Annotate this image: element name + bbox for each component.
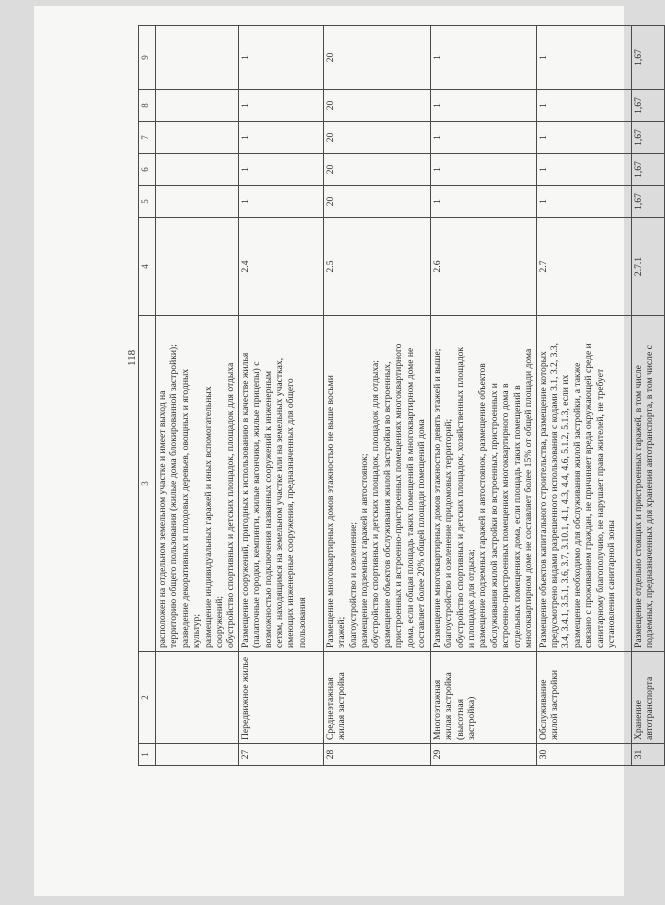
value-cell: 1 [430,90,536,122]
use-description: Размещение многоквартирных домов этажностью девять этажей и выше; благоустройство и озеленение придомовых территорий; обустройство спортивных и детских площадок, хозяйственных площадок и площадок для отдыха; размещение подземных гаражей и автостоянок, размещение объектов обслуживания жилой застройки во встроенных, пристроенных и встроенно-пристроенных помещениях многоквартирного дома в отдельных помещениях дома, если площадь таких помещений в многоквартирном доме не составляет более 15% от общей площади дома [430,316,536,652]
land-use-table [138,25,665,766]
value-cell: 1 [238,122,323,154]
use-name: Среднеэтажная жилая застройка [323,652,430,744]
value-cell: 1 [430,26,536,90]
use-name: Хранение автотранспорта [631,652,664,744]
value-cell: 1 [536,186,631,218]
value-cell [156,186,239,218]
use-code: 2.5 [323,218,430,316]
value-cell [156,26,239,90]
use-name: Обслуживание жилой застройки [536,652,631,744]
table-row [536,26,631,766]
use-name [156,652,239,744]
rotated-table-wrapper [138,26,656,766]
value-cell [156,90,239,122]
use-code: 2.6 [430,218,536,316]
value-cell [156,154,239,186]
row-number: 28 [323,744,430,766]
row-number: 27 [238,744,323,766]
row-number [156,744,239,766]
value-cell: 1 [430,122,536,154]
page-number: 118 [126,349,138,366]
value-cell: 1 [238,154,323,186]
value-cell: 1 [536,26,631,90]
value-cell: 20 [323,122,430,154]
value-cell: 1 [238,186,323,218]
row-number: 31 [631,744,664,766]
value-cell [156,122,239,154]
header-cell: 8 [139,90,156,122]
header-cell: 7 [139,122,156,154]
use-code: 2.7.1 [631,218,664,316]
table-row [156,26,239,766]
row-number: 29 [430,744,536,766]
table-row [323,26,430,766]
header-cell: 6 [139,154,156,186]
value-cell: 20 [323,90,430,122]
value-cell: 1 [238,26,323,90]
value-cell: 1 [536,122,631,154]
header-cell: 1 [139,744,156,766]
table-row [631,26,664,766]
value-cell: 20 [323,154,430,186]
value-cell: 1 [430,154,536,186]
table-row [238,26,323,766]
use-name: Передвижное жилье [238,652,323,744]
use-name: Многоэтажная жилая застройка (высотная застройка) [430,652,536,744]
value-cell: 1,67 [631,154,664,186]
value-cell: 1 [238,90,323,122]
value-cell: 1 [430,186,536,218]
use-description: Размещение отдельно стоящих и пристроенных гаражей, в том числе подземных, предназначенных для хранения автотранспорта, в том числе с [631,316,664,652]
header-cell: 4 [139,218,156,316]
value-cell: 1,67 [631,90,664,122]
value-cell: 1,67 [631,186,664,218]
use-description: Размещение сооружений, пригодных к использованию в качестве жилья (палаточные городки, кемпинги, жилые вагончики, жилые прицепы) с возможностью подключения названных сооружений к инженерным сетям, находящимся на земельном участке или на земельных участках, имеющих инженерные сооружения, предназначенных для общего пользования [238,316,323,652]
use-description: Размещение объектов капитального строительства, размещение которых предусмотрено видами разрешенного использования с кодами 3.1, 3.2, 3.3, 3.4, 3.4.1, 3.5.1, 3.6, 3.7, 3.10.1, 4.1, 4.3, 4.4, 4.6, 5.1.2, 5.1.3, если их размещение необходимо для обслуживания жилой застройки, а также связано с проживанием граждан, не причиняет вреда окружающей среде и санитарному благополучию, не нарушает права жителей, не требует установления санитарной зоны [536,316,631,652]
row-number: 30 [536,744,631,766]
use-code: 2.7 [536,218,631,316]
header-cell: 5 [139,186,156,218]
value-cell: 1,67 [631,26,664,90]
use-code: 2.4 [238,218,323,316]
use-description: Размещение многоквартирных домов этажностью не выше восьми этажей; благоустройство и озеленение; размещение подземных гаражей и автостоянок; обустройство спортивных и детских площадок, площадок для отдыха; размещение объектов обслуживания жилой застройки во встроенных, пристроенных и встроенно-пристроенных помещениях многоквартирного дома, если общая площадь таких помещений в многоквартирном доме не составляет более 20% общей площади помещений дома [323,316,430,652]
header-cell: 9 [139,26,156,90]
header-cell: 3 [139,316,156,652]
value-cell: 1 [536,154,631,186]
header-cell: 2 [139,652,156,744]
value-cell: 20 [323,186,430,218]
value-cell: 1 [536,90,631,122]
use-code [156,218,239,316]
use-description: расположен на отдельном земельном участке и имеет выход на территорию общего пользования (жилые дома блокированной застройки); разведение декоративных и плодовых деревьев, овощных и ягодных культур; размещение индивидуальных гаражей и иных вспомогательных сооружений; обустройство спортивных и детских площадок, площадок для отдыха [156,316,239,652]
value-cell: 1,67 [631,122,664,154]
document-page [34,6,655,896]
table-row [430,26,536,766]
value-cell: 20 [323,26,430,90]
column-number-row [139,26,156,766]
